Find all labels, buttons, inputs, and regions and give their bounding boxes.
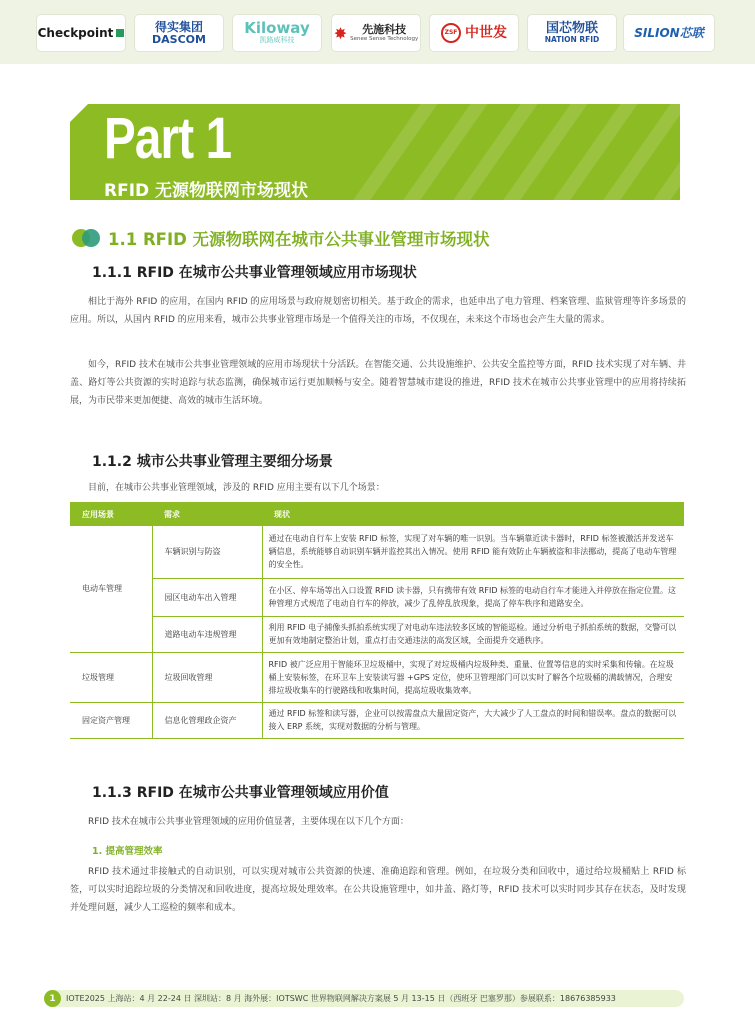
table-row — [70, 526, 684, 578]
logo-subtext: 凯路威科技 — [259, 36, 295, 45]
logo-text: Kiloway — [244, 19, 310, 38]
logo-kiloway — [232, 14, 322, 52]
need-cell: 园区电动车出入管理 — [152, 578, 262, 616]
scenario-table — [70, 502, 684, 739]
paragraph: 如今，RFID 技术在城市公共事业管理领域的应用市场现状十分活跃。在智能交通、公共设施维护、公共安全监控等方面，RFID 技术实现了对车辆、井盖、路灯等公共资源的实时追踪与状态监测，确保城市运行更加顺畅与安全。随着智慧城市建设的推进，RFID 技术在城市公共事业管理中的应用将持续拓展，为市民带来更加便捷、高效的城市生活环境。 — [70, 360, 686, 406]
section-title: 1.1 RFID 无源物联网在城市公共事业管理市场现状 — [108, 230, 490, 249]
section-heading — [72, 226, 490, 250]
subsection-title-2: 1.1.2 城市公共事业管理主要细分场景 — [92, 454, 333, 470]
status-cell: 在小区、停车场等出入口设置 RFID 读卡器，只有携带有效 RFID 标签的电动自行车才能进入并停放在指定位置。这种管理方式规范了电动自行车的停放，减少了乱停乱放现象，提高了停车秩序和道路安全。 — [262, 578, 684, 616]
scene-cell: 垃圾管理 — [70, 652, 152, 702]
partner-logo-bar — [0, 0, 755, 64]
logo-zsf — [429, 14, 519, 52]
table-header: 应用场景 — [70, 502, 152, 526]
logo-text: 先施科技 — [362, 23, 407, 37]
status-cell: 利用 RFID 电子捕像头抓拍系统实现了对电动车违法较多区域的智能巡检。通过分析电子抓拍系统的数据，交警可以更加有效地制定整治计划，重点打击交通违法的高发区域，全面提升交通秩序。 — [262, 616, 684, 652]
table-header-row — [70, 502, 684, 526]
paragraph: 目前，在城市公共事业管理领域，涉及的 RFID 应用主要有以下几个场景： — [88, 483, 385, 493]
logo-silion — [623, 14, 715, 52]
logo-dascom — [134, 14, 224, 52]
table-row — [70, 702, 684, 738]
logo-senee — [331, 14, 421, 52]
status-cell: 通过 RFID 标签和读写器，企业可以按需盘点大量固定资产，大大减少了人工盘点的时间和错误率。盘点的数据可以接入 ERP 系统，实现对数据的分析与管理。 — [262, 702, 684, 738]
paragraph: 相比于海外 RFID 的应用，在国内 RFID 的应用场景与政府规划密切相关。基于政企的需求，也延申出了电力管理、档案管理、监狱管理等许多场景的应用。所以，从国内 RFID 的应用来看，城市公共事业管理市场是一个值得关注的市场，不仅现在，未来这个市场也会产生大量的需求。 — [70, 297, 686, 325]
teal-dot-icon — [82, 229, 100, 247]
page-number: 1 — [44, 990, 61, 1007]
part-number: Part 1 — [104, 106, 232, 171]
status-cell: 通过在电动自行车上安装 RFID 标签，实现了对车辆的唯一识别。当车辆靠近读卡器时，RFID 标签被激活并发送车辆信息，系统能够自动识别车辆并监控其出入情况。使用 RFID 能有效防止车辆被盗和非法挪动，提高了电动车管理的安全性。 — [262, 526, 684, 578]
need-cell: 垃圾回收管理 — [152, 652, 262, 702]
logo-nation-rfid — [527, 14, 617, 52]
table-row — [70, 652, 684, 702]
subsection-title-1: 1.1.1 RFID 在城市公共事业管理领域应用市场现状 — [92, 265, 417, 281]
logo-subtext: Senee Sense Technology — [350, 35, 419, 42]
scene-cell: 固定资产管理 — [70, 702, 152, 738]
logo-subtext: NATION RFID — [544, 34, 600, 44]
logo-text: SILION芯联 — [634, 25, 704, 40]
footer-text: IOTE2025 上海站：4 月 22-24 日 深圳站：8 月 海外展：IOTSWC 世界物联网解决方案展 5 月 13-15 日（西班牙 巴塞罗那）参展联系：18676385933 — [66, 994, 616, 1003]
checkpoint-mark-icon — [116, 29, 124, 37]
logo-text: 得实集团 — [154, 19, 203, 34]
scene-cell: 电动车管理 — [70, 526, 152, 652]
need-cell: 信息化管理政企资产 — [152, 702, 262, 738]
logo-subtext: DASCOM — [152, 32, 206, 46]
paragraph: RFID 技术通过非接触式的自动识别，可以实现对城市公共资源的快速、准确追踪和管理。例如，在垃圾分类和回收中，通过给垃圾桶贴上 RFID 标签，可以实时追踪垃圾的分类情况和回收进度，提高垃圾处理效率。在公共设施管理中，如井盖、路灯等，RFID 技术可以实时同步其存在状态，及时发现并处理问题，减少人工巡检的频率和成本。 — [70, 867, 686, 913]
need-cell: 车辆识别与防盗 — [152, 526, 262, 578]
logo-checkpoint — [36, 14, 126, 52]
zsf-circle-icon: ZSF — [441, 23, 461, 43]
logo-text: Checkpoint — [37, 25, 114, 40]
status-cell: RFID 被广泛应用于智能环卫垃圾桶中，实现了对垃圾桶内垃圾种类、重量、位置等信息的实时采集和传输。在垃圾桶上安装标签，在环卫车上安装读写器 +GPS 定位，使环卫管理部门可以实时了解各个垃圾桶的满载情况，合理安排垃圾收集车的行驶路线和收集时间，提高垃圾收集效率。 — [262, 652, 684, 702]
paragraph: RFID 技术在城市公共事业管理领域的应用价值显著，主要体现在以下几个方面： — [88, 817, 409, 827]
logo-text: 中世发 — [465, 24, 507, 41]
senee-star-icon: ✸ — [333, 23, 348, 43]
part-subtitle: RFID 无源物联网市场现状 — [104, 181, 309, 201]
need-cell: 道路电动车违规管理 — [152, 616, 262, 652]
table-header: 现状 — [262, 502, 684, 526]
table-row — [70, 578, 684, 616]
logo-text: 国芯物联 — [545, 21, 598, 37]
table-header: 需求 — [152, 502, 262, 526]
point-title: 1. 提高管理效率 — [92, 846, 163, 857]
table-row — [70, 616, 684, 652]
subsection-title-3: 1.1.3 RFID 在城市公共事业管理领域应用价值 — [92, 785, 389, 801]
